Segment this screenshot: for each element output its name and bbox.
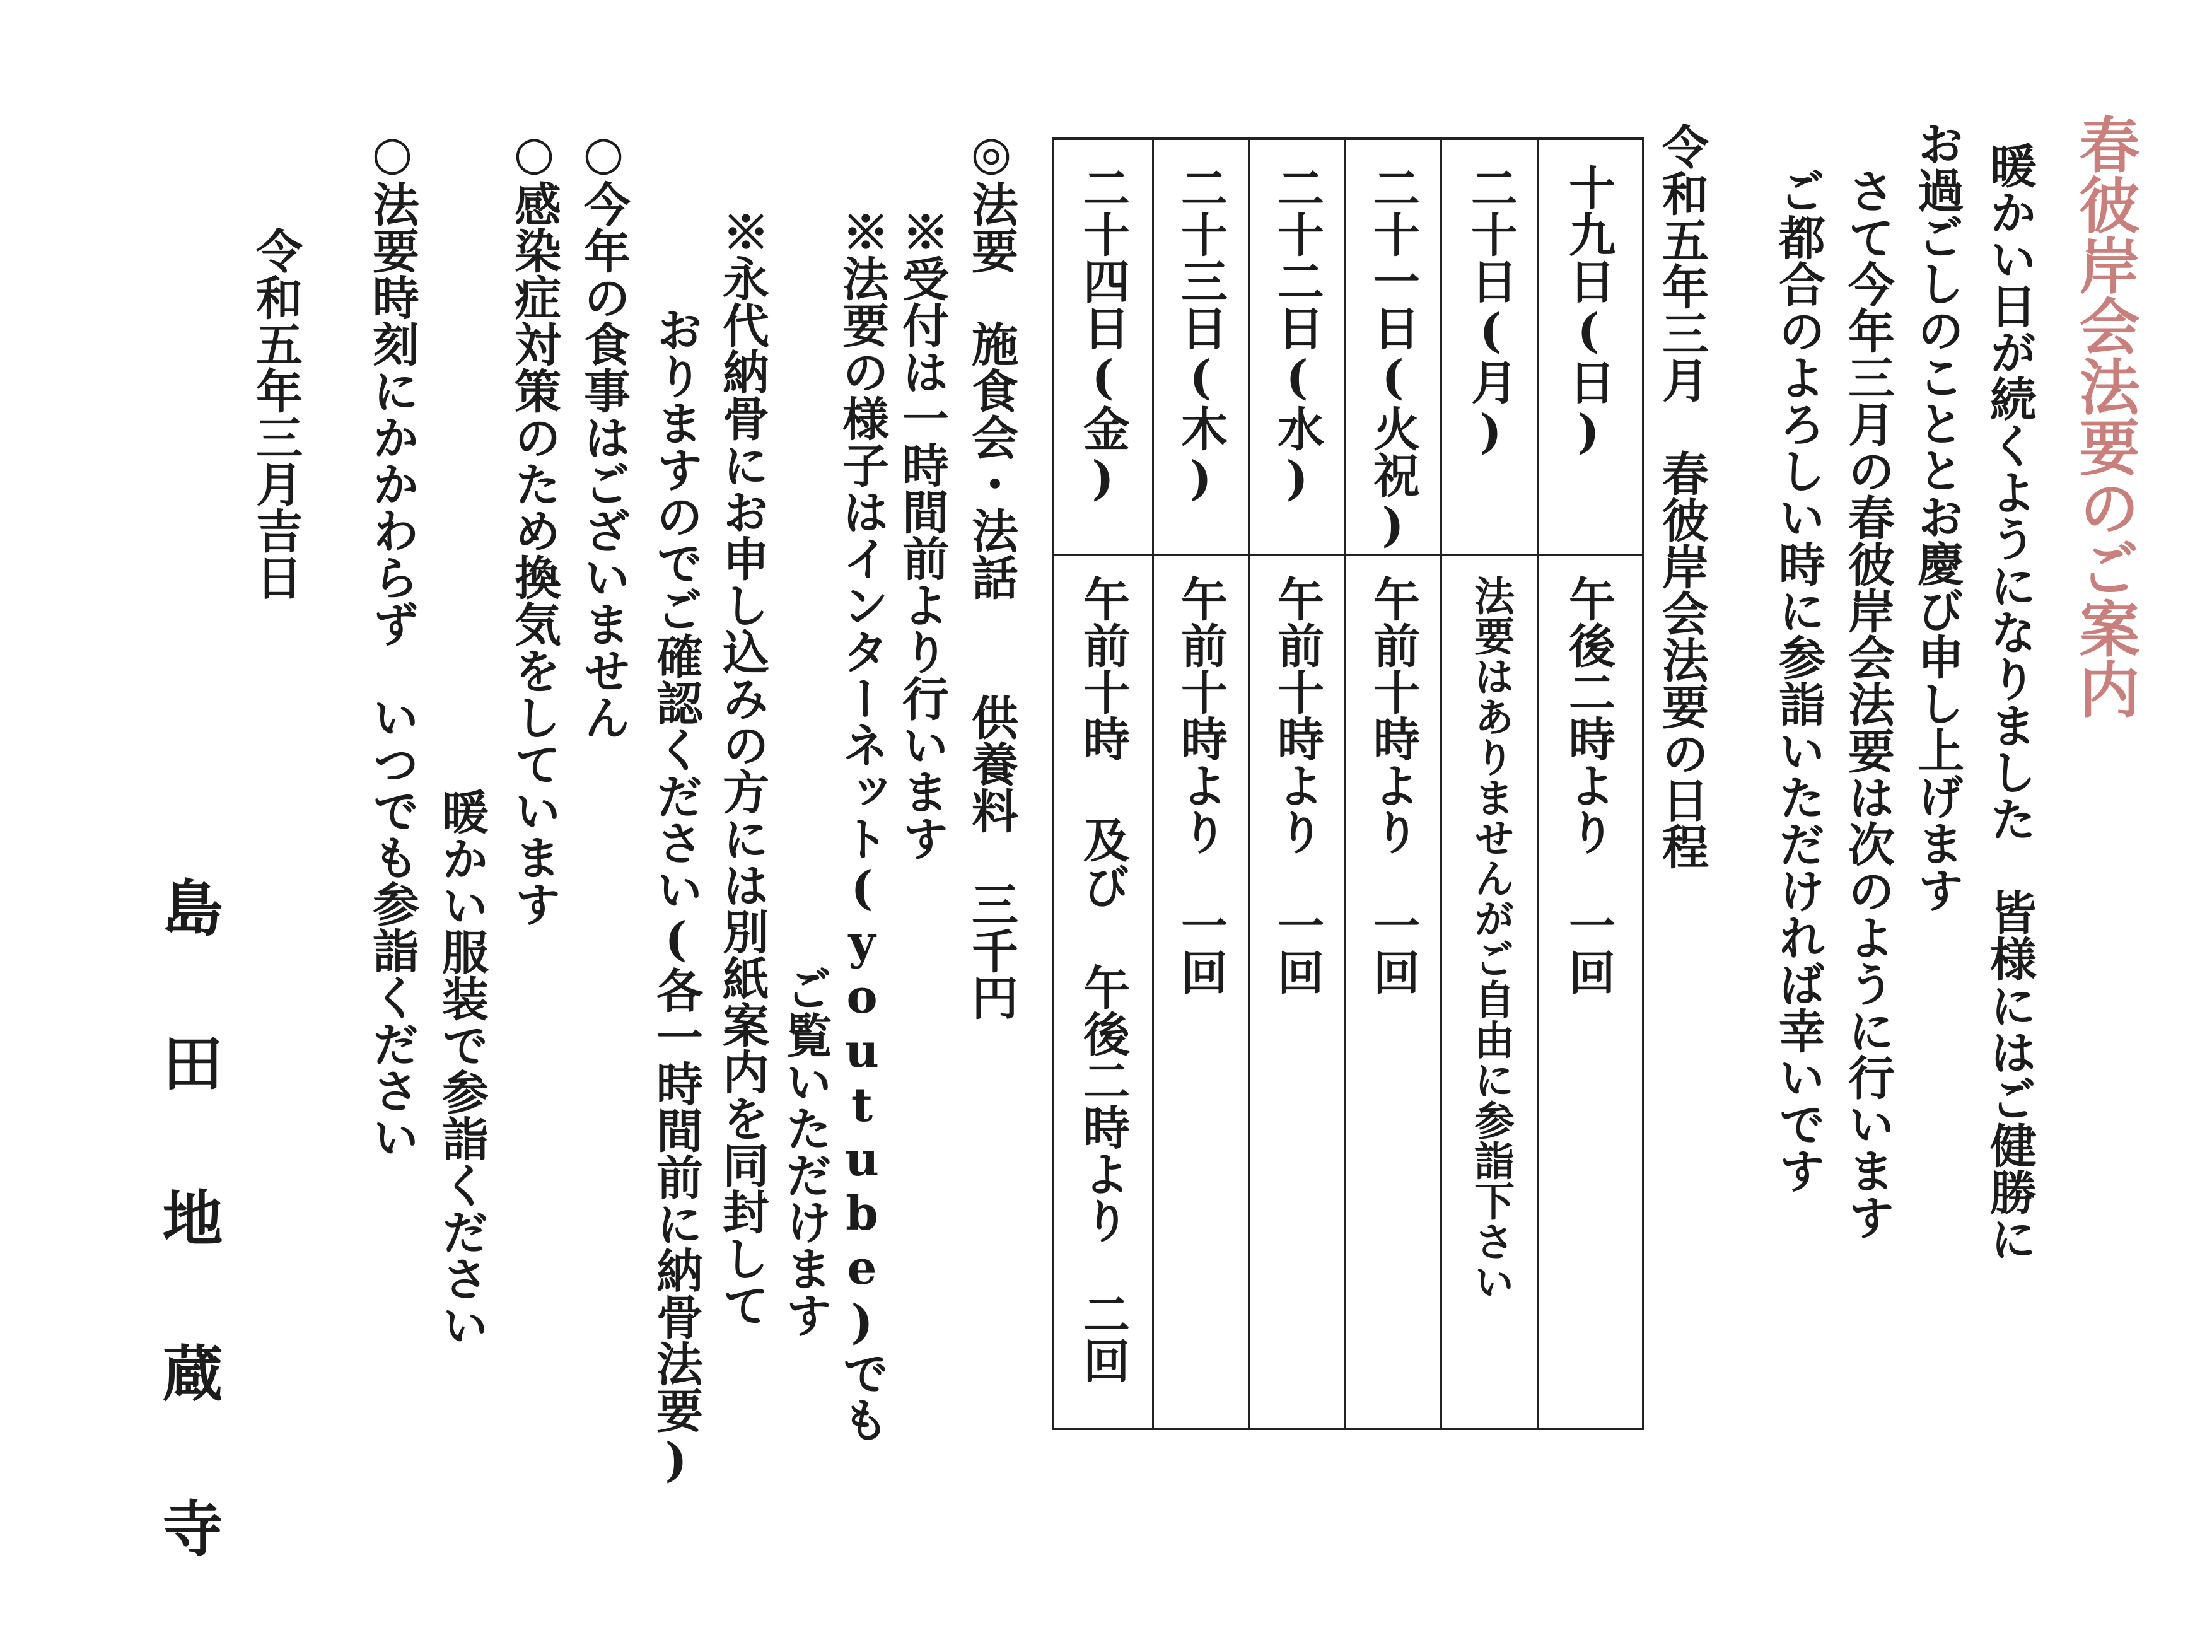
schedule-time: 午前十時より 一回 [1366,575,1420,995]
schedule-date: 十九日(日) [1561,164,1615,459]
schedule-time: 法要はありませんがご自由に参詣下さい [1467,575,1515,1301]
temple-name: 島田地蔵寺 [153,876,224,1652]
row-border [1537,140,1539,1428]
row-border [1344,140,1346,1428]
hoyo-note-nokotsu-cont: おりますのでご確認ください(各一時間前に納骨法要) [649,306,703,1487]
hoyo-note-reception: ※受付は一時間前より行います [895,208,949,861]
schedule-date: 二十二日(水) [1270,164,1324,506]
schedule-date: 二十一日(火祝) [1366,164,1420,552]
schedule-date: 二十三日(木) [1173,164,1228,506]
schedule-heading: 令和五年三月 春彼岸会法要の日程 [1655,123,1709,870]
notice-ventilation: ○感染症対策のため換気をしています [507,126,561,927]
schedule-time: 午後二時より 一回 [1561,575,1615,995]
schedule-time: 午前十時より 一回 [1270,575,1324,995]
notice-meal: ○今年の食事はございません [576,126,631,740]
page-title: 春彼岸会法要のご案内 [2069,113,2141,719]
notice-clothing: 暖かい服装で参詣ください [434,788,489,1348]
schedule-date: 二十四日(金) [1076,164,1130,506]
greeting-line-2: お過ごしのこととお慶び申し上げます [1910,120,1964,913]
row-border [1152,140,1154,1428]
hoyo-note-internet: ※法要の様子はインターネット(youtube)でも [835,208,889,1443]
schedule-divider [1054,554,1642,556]
schedule-time: 午前十時より 一回 [1173,575,1228,995]
schedule-date: 二十日(月) [1464,164,1518,459]
greeting-line-1: 暖かい日が続くようになりました 皆様にはご健勝に [1982,142,2037,1262]
row-border [1440,140,1442,1428]
hoyo-note-nokotsu: ※永代納骨にお申し込みの方には別紙案内を同封して [715,208,769,1328]
schedule-table [1052,137,1644,1430]
notice-anytime: ○法要時刻にかかわらず いつでも参詣ください [365,126,419,1160]
row-border [1248,140,1250,1428]
greeting-line-3: さて今年三月の春彼岸会法要は次のように行います [1841,167,1895,1240]
schedule-time: 午前十時 及び 午後二時より 二回 [1076,575,1130,1383]
issue-date: 令和五年三月吉日 [248,227,303,600]
greeting-line-4: ご都合のよろしい時に参詣いただければ幸いです [1771,167,1825,1194]
hoyo-note-internet-cont: ご覧いただけます [778,965,832,1338]
hoyo-line: ◎法要 施食会・法話 供養料 三千円 [964,126,1018,1020]
